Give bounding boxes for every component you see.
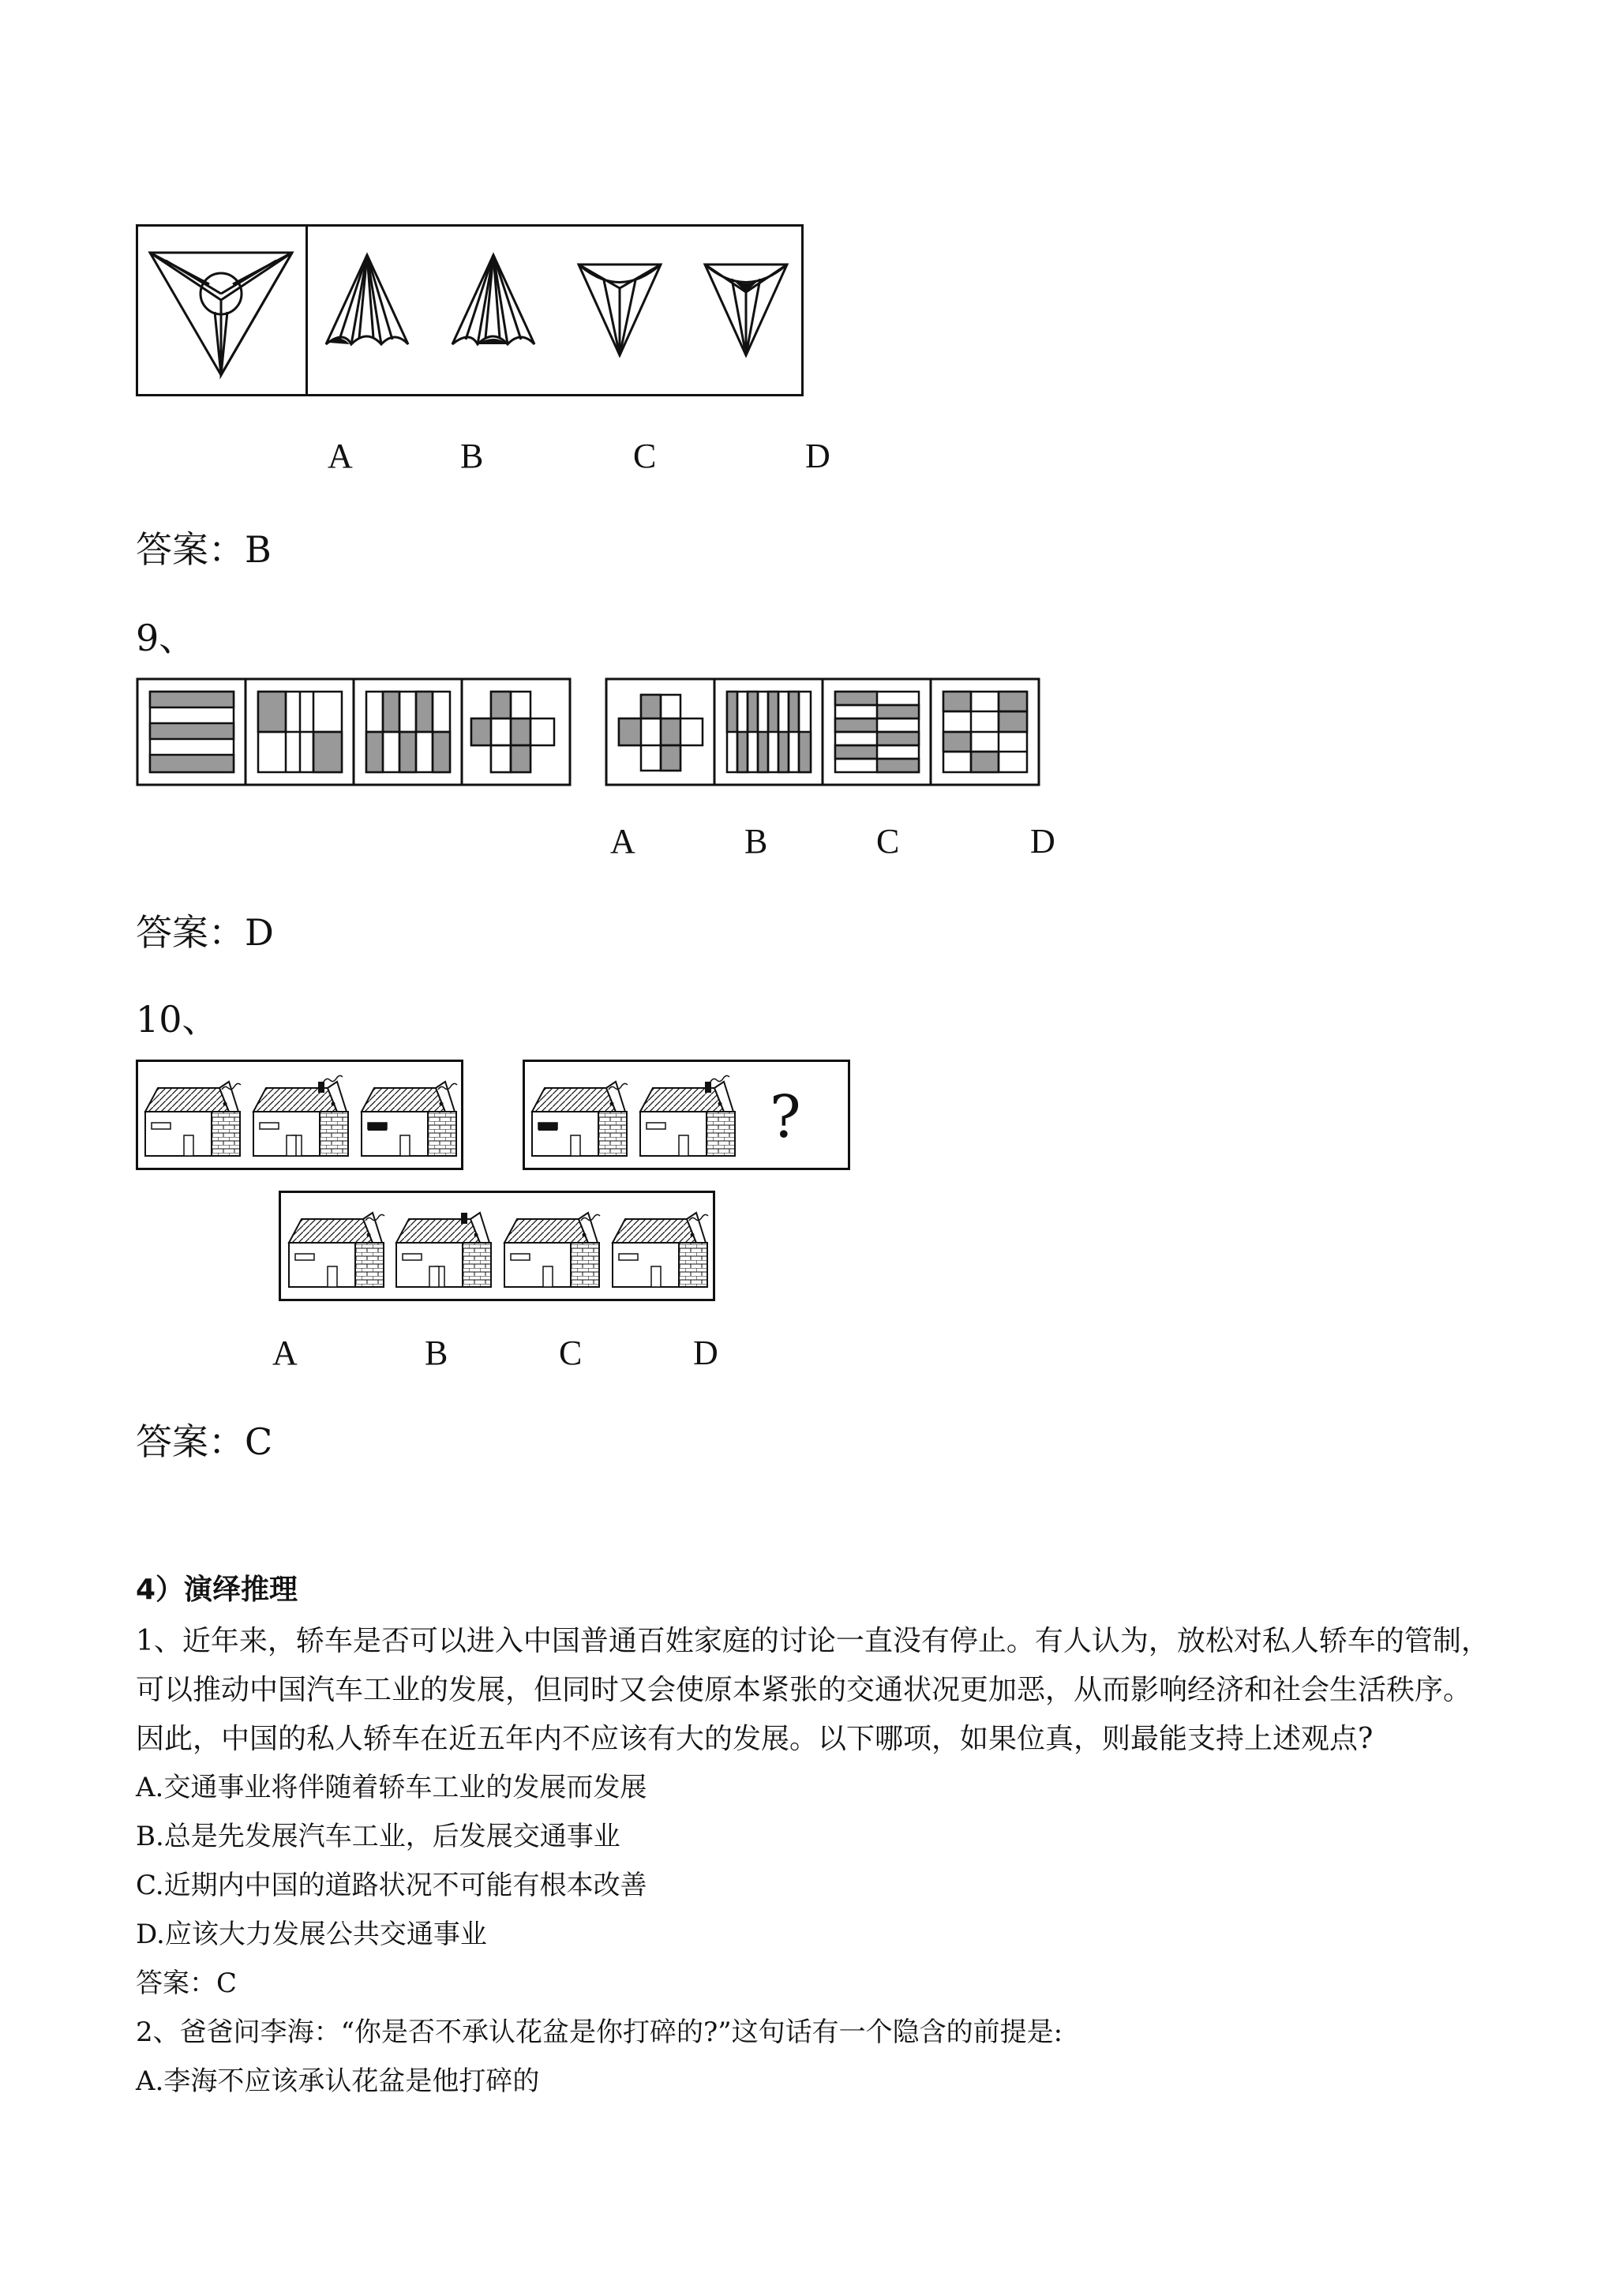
q10-house-1 [141, 1082, 243, 1161]
q8-option-a-shape [320, 251, 414, 358]
q8-option-d-shape [699, 257, 793, 363]
q8-option-d-label: D [805, 437, 830, 475]
q9-option-d-label: D [1030, 822, 1055, 861]
q10-number: 10、 [136, 998, 219, 1041]
q9-option-a-label: A [610, 822, 635, 861]
q1-choice-a: A.交通事业将伴随着轿车工业的发展而发展 [136, 1772, 647, 1803]
q8-option-c-shape [572, 257, 667, 363]
q2-choice-a: A.李海不应该承认花盆是他打碎的 [136, 2065, 540, 2097]
q10-option-c-house [500, 1213, 602, 1292]
q9-answer: 答案：D [136, 911, 274, 954]
q10-house-2 [249, 1082, 351, 1161]
q8-option-a-label: A [328, 437, 353, 475]
q10-option-a-house [284, 1213, 387, 1292]
q8-answer: 答案：B [136, 528, 272, 571]
q9-option-b-label: B [744, 822, 768, 861]
q10-option-b-house [392, 1213, 494, 1292]
q8-option-c-label: C [633, 437, 657, 475]
q10-answer: 答案：C [136, 1420, 273, 1463]
q8-question-shape [142, 237, 300, 387]
section-title: 4）演绎推理 [136, 1574, 298, 1606]
q9-figure [136, 677, 1044, 788]
q1-stem-line-2: 可以推动中国汽车工业的发展，但同时又会使原本紧张的交通状况更加恶，从而影响经济和社会生活秩序。 [136, 1674, 1472, 1706]
q10-house-4 [527, 1082, 630, 1161]
q1-stem-line-3: 因此，中国的私人轿车在近五年内不应该有大的发展。以下哪项，如果位真，则最能支持上述观点? [136, 1723, 1374, 1755]
q10-question-mark: ? [770, 1083, 801, 1151]
q10-house-5 [635, 1082, 738, 1161]
q1-choice-c: C.近期内中国的道路状况不可能有根本改善 [136, 1870, 647, 1901]
q10-option-b-label: B [425, 1334, 448, 1372]
q8-divider [305, 224, 308, 396]
q8-option-b-label: B [460, 437, 484, 475]
q1-choice-b: B.总是先发展汽车工业，后发展交通事业 [136, 1821, 620, 1852]
q10-option-c-label: C [559, 1334, 583, 1372]
q9-number: 9、 [136, 617, 196, 659]
q1-stem-line-1: 1、近年来，轿车是否可以进入中国普通百姓家庭的讨论一直没有停止。有人认为，放松对私人轿车的管制， [136, 1625, 1490, 1657]
q10-option-d-house [608, 1213, 710, 1292]
q2-stem: 2、爸爸问李海：“你是否不承认花盆是你打碎的?”这句话有一个隐含的前提是: [136, 2017, 1063, 2048]
q10-option-d-label: D [693, 1334, 718, 1372]
q8-option-b-shape [446, 251, 541, 358]
q9-option-c-label: C [876, 822, 900, 861]
q10-option-a-label: A [272, 1334, 298, 1372]
q1-choice-d: D.应该大力发展公共交通事业 [136, 1919, 487, 1950]
q10-house-3 [357, 1082, 459, 1161]
q1-answer: 答案：C [136, 1968, 238, 1999]
